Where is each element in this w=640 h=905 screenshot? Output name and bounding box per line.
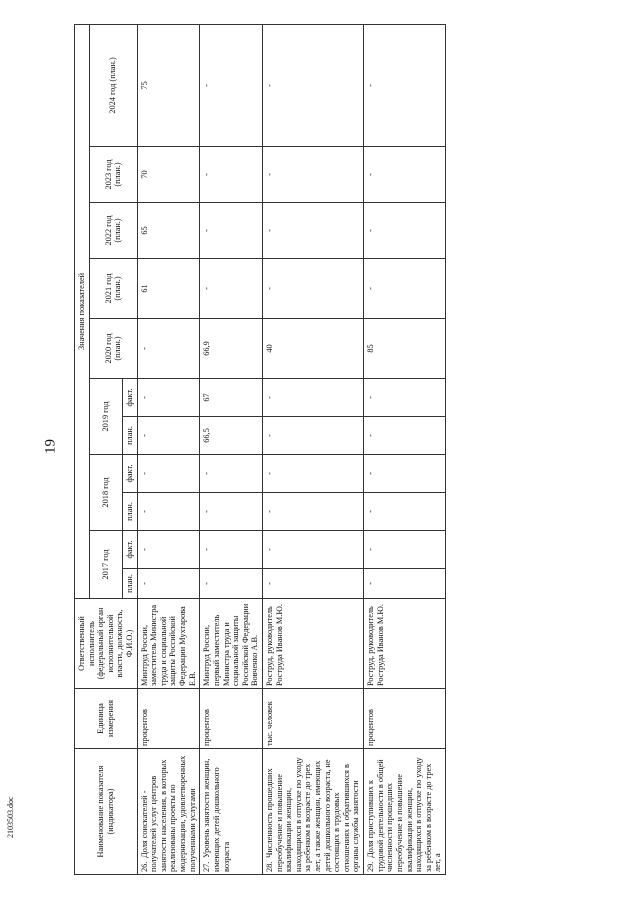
value-2020: 85 [364, 319, 446, 379]
indicator-name: Доля соискателей - получателей услуг центров занятости населения, в которых реализованы проекты по модернизации, удовлетворенных полученными услугами [139, 755, 197, 872]
rotated-page [74, 0, 640, 872]
value-2019-fact: - [262, 379, 363, 417]
unit-cell: процентов [137, 689, 200, 749]
page-number: 19 [42, 439, 59, 454]
header-values: Значения показателей [75, 24, 90, 598]
indicator-name: Доля приступивших к трудовой деятельности в общей численности прошедших переобучение и повышение квалификации женщин, находящихся в отпуске по уходу за ребенком в возрасте до трех лет, а [366, 757, 443, 872]
value-2021: - [200, 259, 263, 319]
value-2018-plan: - [200, 493, 263, 531]
value-2018-fact: - [262, 455, 363, 493]
header-name: Наименование показателя (индикатора) [75, 749, 138, 875]
value-2017-plan: - [364, 569, 446, 599]
header-unit: Единица измерения [75, 689, 138, 749]
value-2020: 40 [262, 319, 363, 379]
value-2022: - [262, 203, 363, 259]
header-2017: 2017 год [89, 531, 122, 599]
value-2018-plan: - [137, 493, 200, 531]
value-2023: - [200, 147, 263, 203]
indicator-name: Численность прошедших переобучение и повышение квалификации женщин, находящихся в отпуске по уходу за ребенком в возрасте до трех лет, а также женщин, имеющих детей дошкольного возраста, не состоящих в трудовых отношениях и обратившихся в органы службы занятости [264, 757, 361, 872]
header-responsible: Ответственный исполнитель (федеральный орган исполнительной власти, должность, Ф.И.О.) [75, 599, 138, 689]
header-2019-fact: факт. [123, 379, 138, 417]
rotated-content [74, 0, 640, 905]
value-2023: 70 [137, 147, 200, 203]
row-number: 28. [264, 861, 274, 872]
value-2022: 65 [137, 203, 200, 259]
value-2018-plan: - [364, 493, 446, 531]
value-2017-fact: - [137, 531, 200, 569]
value-2022: - [200, 203, 263, 259]
value-2017-plan: - [262, 569, 363, 599]
value-2020: - [137, 319, 200, 379]
value-2017-fact: - [262, 531, 363, 569]
value-2017-plan: - [137, 569, 200, 599]
value-2019-plan: 66,5 [200, 417, 263, 455]
document-code: 2103503.doc [6, 796, 15, 838]
value-2019-fact: 67 [200, 379, 263, 417]
unit-cell: процентов [364, 689, 446, 749]
value-2018-fact: - [200, 455, 263, 493]
header-2019: 2019 год [89, 379, 122, 455]
value-2019-plan: - [137, 417, 200, 455]
value-2017-fact: - [364, 531, 446, 569]
value-2024: - [364, 24, 446, 146]
row-number: 29. [366, 861, 376, 872]
header-2023: 2023 год (план.) [89, 147, 137, 203]
value-2019-plan: - [262, 417, 363, 455]
unit-cell: тыс. человек [262, 689, 363, 749]
header-2020: 2020 год (план.) [89, 319, 137, 379]
header-2017-plan: план. [123, 569, 138, 599]
value-2019-fact: - [364, 379, 446, 417]
value-2020: 66,9 [200, 319, 263, 379]
value-2017-fact: - [200, 531, 263, 569]
value-2021: - [262, 259, 363, 319]
value-2018-plan: - [262, 493, 363, 531]
header-row-1 [75, 24, 90, 874]
header-2019-plan: план. [123, 417, 138, 455]
header-2022: 2022 год (план.) [89, 203, 137, 259]
header-2018-fact: факт. [123, 455, 138, 493]
value-2024: 75 [137, 24, 200, 146]
value-2017-plan: - [200, 569, 263, 599]
header-2017-fact: факт. [123, 531, 138, 569]
value-2023: - [262, 147, 363, 203]
value-2019-plan: - [364, 417, 446, 455]
row-number: 27. [202, 861, 212, 872]
value-2021: - [364, 259, 446, 319]
responsible-cell: Минтруд России, заместитель Министра труда и социальной защиты Российской Федерации Мухтарова Е.В. [137, 599, 200, 689]
indicator-name: Уровень занятости женщин, имеющих детей дошкольного возраста [202, 758, 231, 872]
header-2024: 2024 год (план.) [89, 24, 137, 146]
responsible-cell: Минтруд России, первый заместитель Министра труда и социальной защиты Российской Федерации Вовченко А.В. [200, 599, 263, 689]
indicators-table [74, 24, 446, 875]
header-2018: 2018 год [89, 455, 122, 531]
responsible-cell: Роструд, руководитель Роструда Иванов М.Ю. [364, 599, 446, 689]
value-2019-fact: - [137, 379, 200, 417]
table-row [364, 24, 446, 874]
value-2024: - [262, 24, 363, 146]
value-2018-fact: - [364, 455, 446, 493]
indicator-name-cell [262, 749, 363, 875]
header-2021: 2021 год (план.) [89, 259, 137, 319]
responsible-cell: Роструд, руководитель Роструда Иванов М.Ю. [262, 599, 363, 689]
value-2024: - [200, 24, 263, 146]
table-row [200, 24, 263, 874]
unit-cell: процентов [200, 689, 263, 749]
table-row [262, 24, 363, 874]
indicator-name-cell [364, 749, 446, 875]
value-2022: - [364, 203, 446, 259]
table-row [137, 24, 200, 874]
indicator-name-cell [200, 749, 263, 875]
value-2018-fact: - [137, 455, 200, 493]
indicator-name-cell [137, 749, 200, 875]
header-2018-plan: план. [123, 493, 138, 531]
row-number: 26. [139, 861, 149, 872]
value-2023: - [364, 147, 446, 203]
value-2021: 61 [137, 259, 200, 319]
